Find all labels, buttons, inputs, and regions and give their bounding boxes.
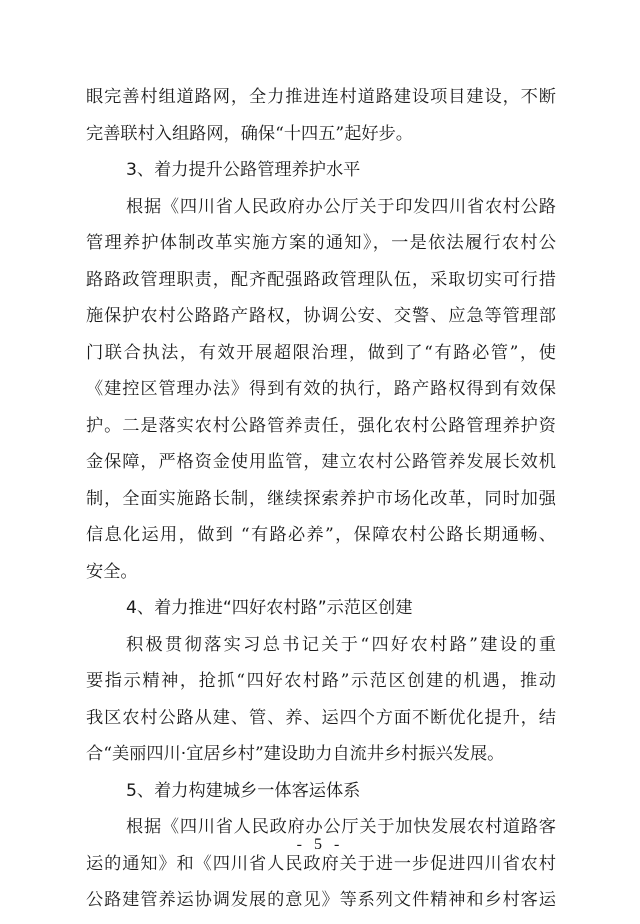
body-text-line: 《建控区管理办法》得到有效的执行，路产路权得到有效保: [86, 379, 556, 399]
body-text-line: 完善联村入组路网，确保“十四五”起好步。: [86, 123, 413, 144]
body-text-line: 要指示精神，抢抓“四好农村路”示范区创建的机遇，推动: [86, 671, 556, 691]
document-body: [86, 84, 556, 924]
body-text-line: 制，全面实施路长制，继续探索养护市场化改革，同时加强: [86, 488, 556, 509]
body-text-line: 门联合执法，有效开展超限治理，做到了“有路必管”，使: [86, 342, 556, 363]
body-text-line: 施保护农村公路路产路权，协调公安、交警、应急等管理部: [86, 306, 556, 326]
section-heading: 4、着力推进“四好农村路”示范区创建: [126, 598, 413, 618]
body-text-line: 根据《四川省人民政府办公厅关于印发四川省农村公路: [126, 196, 556, 217]
body-text-line: 合“美丽四川·宜居乡村”建设助力自流井乡村振兴发展。: [86, 744, 505, 764]
body-text-line: 公路建管养运协调发展的意见》等系列文件精神和乡村客运: [86, 890, 556, 910]
section-heading: 3、着力提升公路管理养护水平: [126, 160, 361, 180]
body-text-line: 护。二是落实农村公路管养责任，强化农村公路管理养护资: [86, 415, 556, 436]
body-text-line: 根据《四川省人民政府办公厅关于加快发展农村道路客: [126, 817, 556, 837]
page-number: - 5 -: [296, 836, 344, 853]
body-text-line: 金保障，严格资金使用监管，建立农村公路管养发展长效机: [86, 452, 556, 472]
body-text-line: 信息化运用，做到 “有路必养”，保障农村公路长期通畅、: [86, 525, 556, 545]
body-text-line: 眼完善村组道路网，全力推进连村道路建设项目建设，不断: [86, 87, 556, 107]
body-text-line: 积极贯彻落实习总书记关于“四好农村路”建设的重: [126, 634, 556, 655]
body-text-line: 路路政管理职责，配齐配强路政管理队伍，采取切实可行措: [86, 269, 556, 290]
body-text-line: 管理养护体制改革实施方案的通知》，一是依法履行农村公: [86, 233, 556, 253]
body-text-line: 我区农村公路从建、管、养、运四个方面不断优化提升，结: [86, 707, 556, 728]
body-text-line: 运的通知》和《四川省人民政府关于进一步促进四川省农村: [86, 853, 556, 874]
section-heading: 5、着力构建城乡一体客运体系: [126, 780, 361, 801]
body-text-line: 安全。: [86, 561, 138, 582]
